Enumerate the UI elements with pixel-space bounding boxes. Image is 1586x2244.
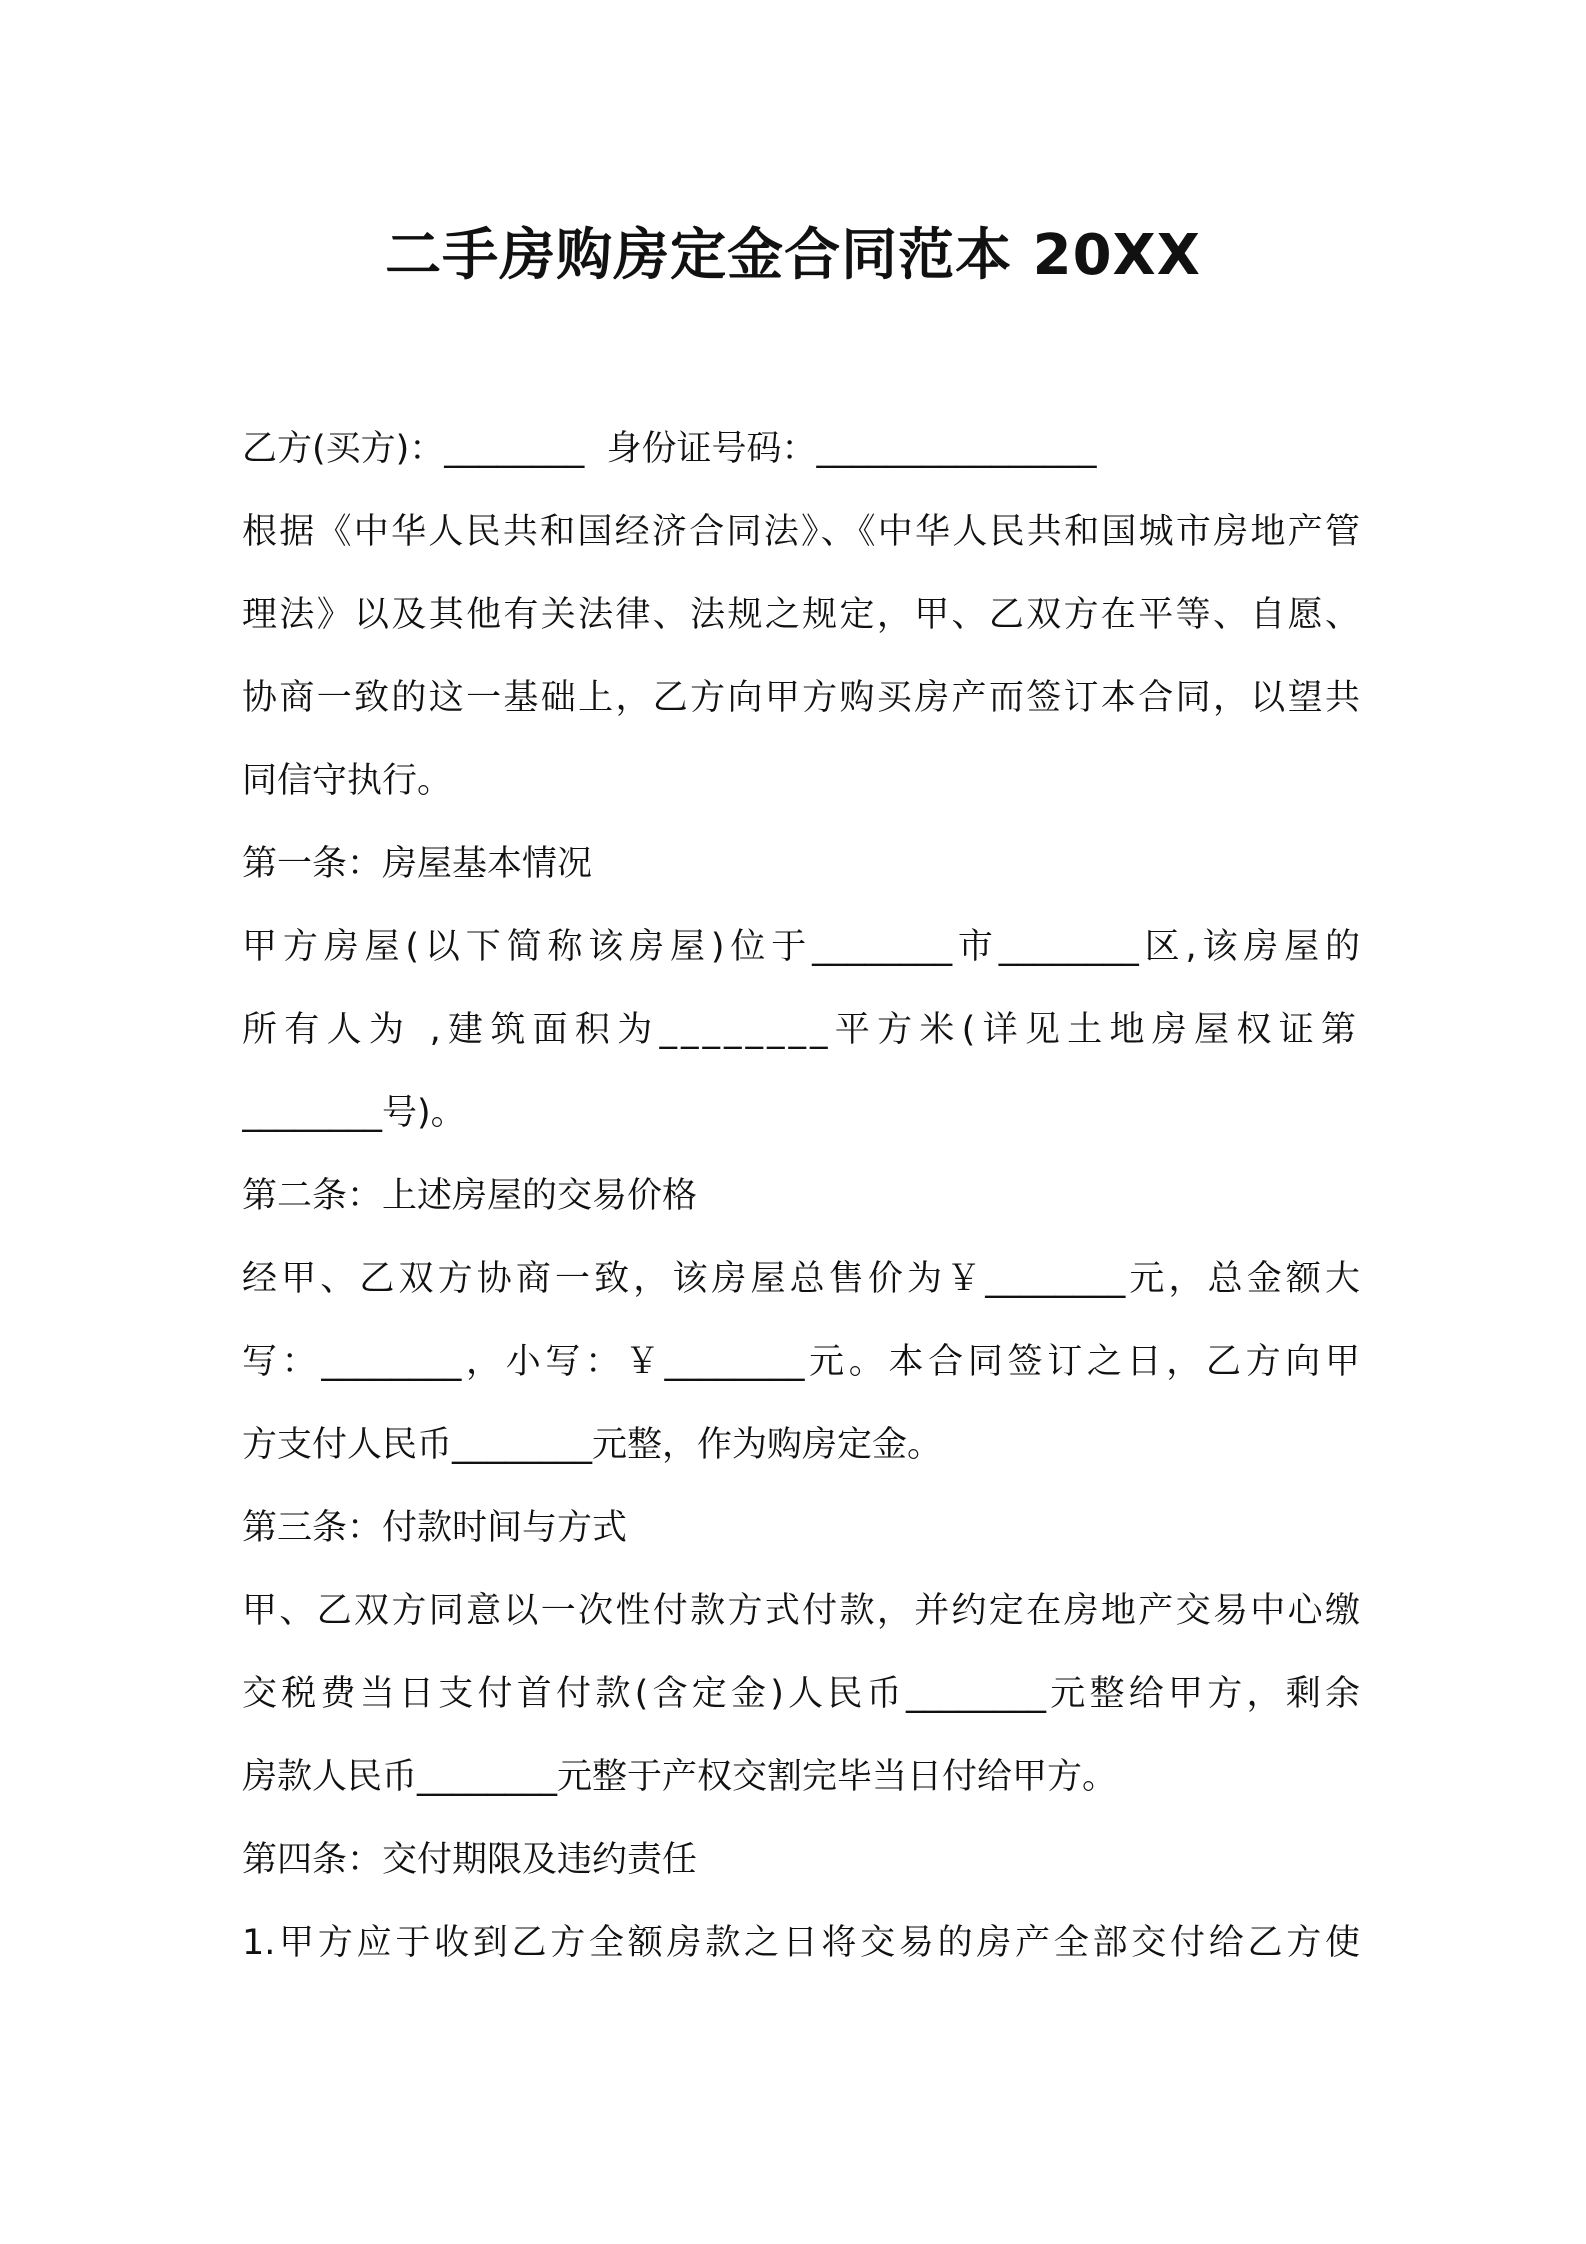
paragraph-line: 1.甲方应于收到乙方全额房款之日将交易的房产全部交付给乙方使 <box>242 1923 1360 1963</box>
paragraph-line: 根据《中华人民共和国经济合同法》、《中华人民共和国城市房地产管 <box>242 512 1360 552</box>
paragraph-line: 甲方房屋(以下简称该房屋)位于________市________区,该房屋的 <box>242 927 1360 967</box>
article-heading-1: 第一条：房屋基本情况 <box>242 844 593 884</box>
paragraph-line: 理法》以及其他有关法律、法规之规定，甲、乙双方在平等、自愿、 <box>242 595 1360 635</box>
article-heading-2: 第二条：上述房屋的交易价格 <box>242 1176 698 1216</box>
paragraph-line: ________号)。 <box>242 1093 466 1133</box>
paragraph-line: 方支付人民币________元整，作为购房定金。 <box>242 1425 943 1465</box>
article-heading-4: 第四条：交付期限及违约责任 <box>242 1840 698 1880</box>
article-heading-3: 第三条：付款时间与方式 <box>242 1508 628 1548</box>
buyer-info-line: 乙方(买方)：________ 身份证号码：________________ <box>242 429 1097 469</box>
paragraph-line: 所有人为 ,建筑面积为________平方米(详见土地房屋权证第 <box>242 1010 1360 1050</box>
paragraph-line: 经甲、乙双方协商一致，该房屋总售价为￥________元，总金额大 <box>242 1259 1360 1299</box>
document-title: 二手房购房定金合同范本 20XX <box>385 223 1201 288</box>
paragraph-line: 同信守执行。 <box>242 761 453 801</box>
paragraph-line: 房款人民币________元整于产权交割完毕当日付给甲方。 <box>242 1757 1118 1797</box>
paragraph-line: 协商一致的这一基础上，乙方向甲方购买房产而签订本合同，以望共 <box>242 678 1360 718</box>
document-body <box>242 408 1360 1985</box>
paragraph-line: 甲、乙双方同意以一次性付款方式付款，并约定在房地产交易中心缴 <box>242 1591 1360 1631</box>
paragraph-line: 交税费当日支付首付款(含定金)人民币________元整给甲方，剩余 <box>242 1674 1360 1714</box>
paragraph-line: 写：________，小写：￥________元。本合同签订之日，乙方向甲 <box>242 1342 1360 1382</box>
